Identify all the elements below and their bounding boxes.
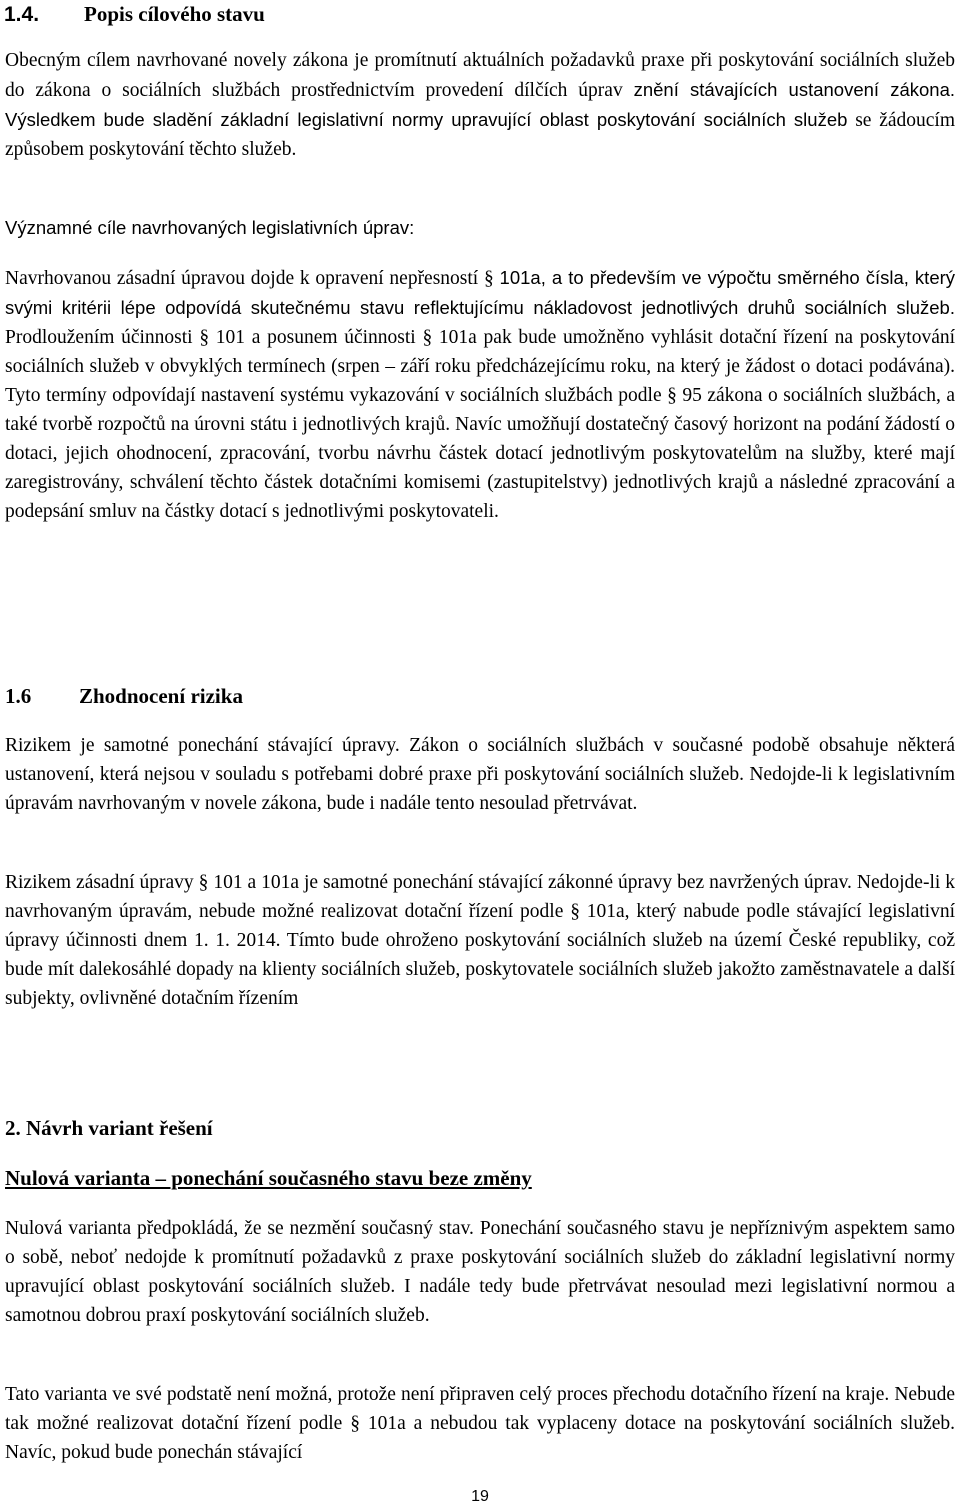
intro-sans-text: znění stávajících ustanovení zákona. Výsledkem bude sladění základní legislativní normy upravující oblast poskytování sociálních služeb xyxy=(5,79,956,130)
risk-text-2: 101 a 101a je samotné ponechání stávající zákonné úpravy bez navržených úprav. Nedojde-li k navrhovaným úpravám, nebude možné realizovat dotační řízení podle xyxy=(5,872,955,922)
goals-text-5: 101a pak bude umožněno vyhlásit dotační řízení na poskytování sociálních služeb v obvyklých termínech (srpen – září roku předcházejícímu roku, na který je žádost o dotaci podávána). Tyto termíny odpovídají nastavení systému vykazování v sociálních službách podle xyxy=(5,327,956,406)
section-symbol: § xyxy=(198,872,209,893)
intro-serif-text: Obecným cílem navrhované novely zákona je promítnutí aktuálních požadavků praxe při poskytování sociálních služeb do zákona o sociálních službách prostřednictvím provedení dílčích úprav xyxy=(5,50,955,101)
section-symbol: § xyxy=(350,1413,360,1434)
section-symbol: § xyxy=(570,901,580,922)
section-heading-1-6 xyxy=(5,684,243,708)
goals-text-6: 95 zákona o sociálních službách, a také tvorbě rozpočtů na úrovni státu i jednotlivých krajů. Navíc umožňují dostatečný časový horizont na podání žádostí o dotaci, jejich ohodnocení, zpracování, tvorbu návrhu částek dotací jednotlivým poskytovatelům na služby, které mají zaregistrovány, schválení těchto částek dotačními komisemi (zastupitelstvy) jednotlivých krajů a následné zpracování a podepsání smluv na částky dotací s jednotlivými poskytovateli. xyxy=(5,385,956,522)
section-heading-2: 2. Návrh variant řešení xyxy=(5,1116,213,1140)
risk-paragraph-1: Rizikem je samotné ponechání stávající úpravy. Zákon o sociálních službách v současné podobě obsahuje některá ustanovení, která nejsou v souladu s potřebami dobré praxe při poskytování sociálních služeb. Nedojde-li k legislativním úpravám navrhovaným v novele zákona, bude i nadále tento nesoulad přetrvávat. xyxy=(5,735,955,814)
goals-text-3: Prodloužením účinnosti xyxy=(5,327,193,348)
variant-zero-paragraph-1: Nulová varianta předpokládá, že se nezmění současný stav. Ponechání současného stavu je nepříznivým aspektem samo o sobě, neboť nedojde k promítnutí požadavků z praxe poskytování sociálních služeb do základní legislativní normy upravující oblast poskytování sociálních služeb. I nadále tedy bude přetrvávat nesoulad mezi legislativní normou a samotnou dobrou praxí poskytování sociálních služeb. xyxy=(5,1218,955,1326)
section-heading-1-4 xyxy=(4,2,265,27)
goals-text-2: 101a, a to především ve výpočtu směrného čísla, který svými kritérii lépe odpovídá skutečnému stavu reflektujícímu nákladovost jednotlivých druhů sociálních služeb. xyxy=(5,267,956,318)
variant-zero-heading: Nulová varianta – ponechání současného stavu beze změny xyxy=(5,1166,532,1190)
section-symbol: § xyxy=(484,268,494,289)
variant-text-1: Tato varianta ve své podstatě není možná, protože není připraven celý proces přechodu dotačního řízení na kraje. Nebude tak možné realizovat dotační řízení podle xyxy=(5,1384,955,1434)
variant-text-2: 101a a nebudou tak vyplaceny dotace na poskytování sociálních služeb. Navíc, pokud bude ponechán stávající xyxy=(5,1413,956,1463)
section-symbol: § xyxy=(422,327,433,348)
goals-label: Významné cíle navrhovaných legislativních úprav: xyxy=(5,217,415,238)
intro-serif-text-2: se žádoucím způsobem poskytování těchto služeb. xyxy=(5,110,956,160)
intro-paragraph xyxy=(5,46,955,164)
risk-paragraph-2 xyxy=(5,868,955,1013)
goals-text-1: Navrhovanou zásadní úpravou dojde k opravení nepřesností xyxy=(5,268,479,289)
section-number: 1.4. xyxy=(4,3,40,26)
variant-zero-paragraph-2 xyxy=(5,1380,955,1467)
page-number: 19 xyxy=(471,1488,489,1505)
section-title: Zhodnocení rizika xyxy=(79,684,243,708)
section-number: 1.6 xyxy=(5,684,32,708)
section-symbol: § xyxy=(199,327,210,348)
risk-text-3: 101a, který nabude podle stávající legislativní úpravy účinnosti dnem 1. 1. 2014. Tímto bude ohroženo poskytování sociálních služeb na území České republiky, což bude mít dalekosáhlé dopady na klienty sociálních služeb, poskytovatele sociálních služeb jakožto zaměstnavatele a další subjekty, ovlivněné dotačním řízením xyxy=(5,901,955,1009)
goals-text-4: 101 a posunem účinnosti xyxy=(215,327,416,348)
goals-paragraph xyxy=(5,263,955,526)
section-title: Popis cílového stavu xyxy=(84,2,265,26)
section-symbol: § xyxy=(667,385,677,406)
risk-text-1: Rizikem zásadní úpravy xyxy=(5,872,194,893)
